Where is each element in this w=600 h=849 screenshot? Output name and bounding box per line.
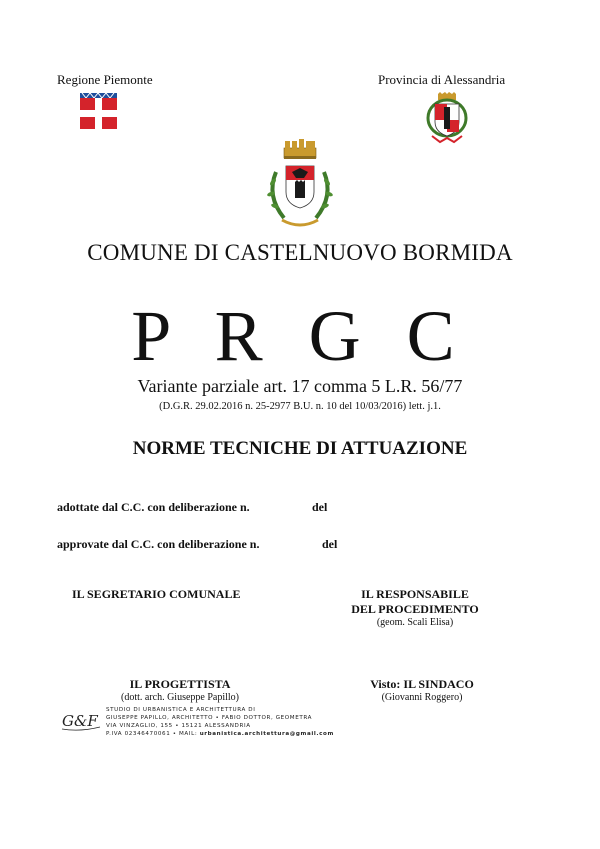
plan-title: P R G C [131, 296, 469, 376]
regione-piemonte-label: Regione Piemonte [57, 72, 153, 87]
progettista-block [95, 677, 265, 703]
studio-line-1: STUDIO DI URBANISTICA E ARCHITETTURA DI [106, 707, 256, 713]
studio-line-4 [106, 730, 366, 738]
studio-info [106, 706, 366, 738]
adopted-deliberation-label: adottate dal C.C. con deliberazione n. [57, 500, 250, 514]
responsabile-name: (geom. Scali Elisa) [376, 617, 454, 628]
studio-gf-logo [60, 710, 102, 732]
adopted-date-label: del [312, 500, 328, 514]
comune-title: COMUNE DI CASTELNUOVO BORMIDA [87, 240, 513, 265]
studio-email: urbanistica.architettura@gmail.com [199, 731, 334, 737]
comune-coat-of-arms-icon [262, 138, 338, 233]
variante-subtitle: Variante parziale art. 17 comma 5 L.R. 56/77 [137, 376, 463, 396]
sindaco-label: Visto: IL SINDACO [370, 677, 474, 691]
segretario-label: IL SEGRETARIO COMUNALE [72, 587, 241, 601]
responsabile-block [340, 587, 490, 628]
studio-logo-text: G&F [62, 712, 98, 730]
studio-line-2: GIUSEPPE PAPILLO, ARCHITETTO • FABIO DOTTOR, GEOMETRA [106, 715, 313, 721]
sindaco-block [352, 677, 492, 703]
responsabile-line1: IL RESPONSABILE [361, 587, 469, 601]
approved-date-label: del [322, 537, 338, 551]
sindaco-name: (Giovanni Roggero) [381, 692, 463, 703]
studio-line-3: VIA VINZAGLIO, 155 • 15121 ALESSANDRIA [106, 723, 251, 729]
regione-piemonte-flag-icon [80, 93, 117, 129]
progettista-label: IL PROGETTISTA [129, 677, 231, 691]
approved-deliberation-label: approvate dal C.C. con deliberazione n. [57, 537, 260, 551]
provincia-alessandria-crest-icon [426, 92, 468, 146]
responsabile-line2: DEL PROCEDIMENTO [351, 602, 479, 616]
dgr-reference: (D.G.R. 29.02.2016 n. 25-2977 B.U. n. 10 del 10/03/2016) lett. j.1. [159, 401, 441, 412]
progettista-name: (dott. arch. Giuseppe Papillo) [120, 692, 240, 703]
section-title: NORME TECNICHE DI ATTUAZIONE [132, 438, 468, 459]
provincia-alessandria-label: Provincia di Alessandria [378, 72, 506, 87]
studio-vat-and-mail-label: P.IVA 02346470061 • MAIL: [106, 731, 198, 737]
